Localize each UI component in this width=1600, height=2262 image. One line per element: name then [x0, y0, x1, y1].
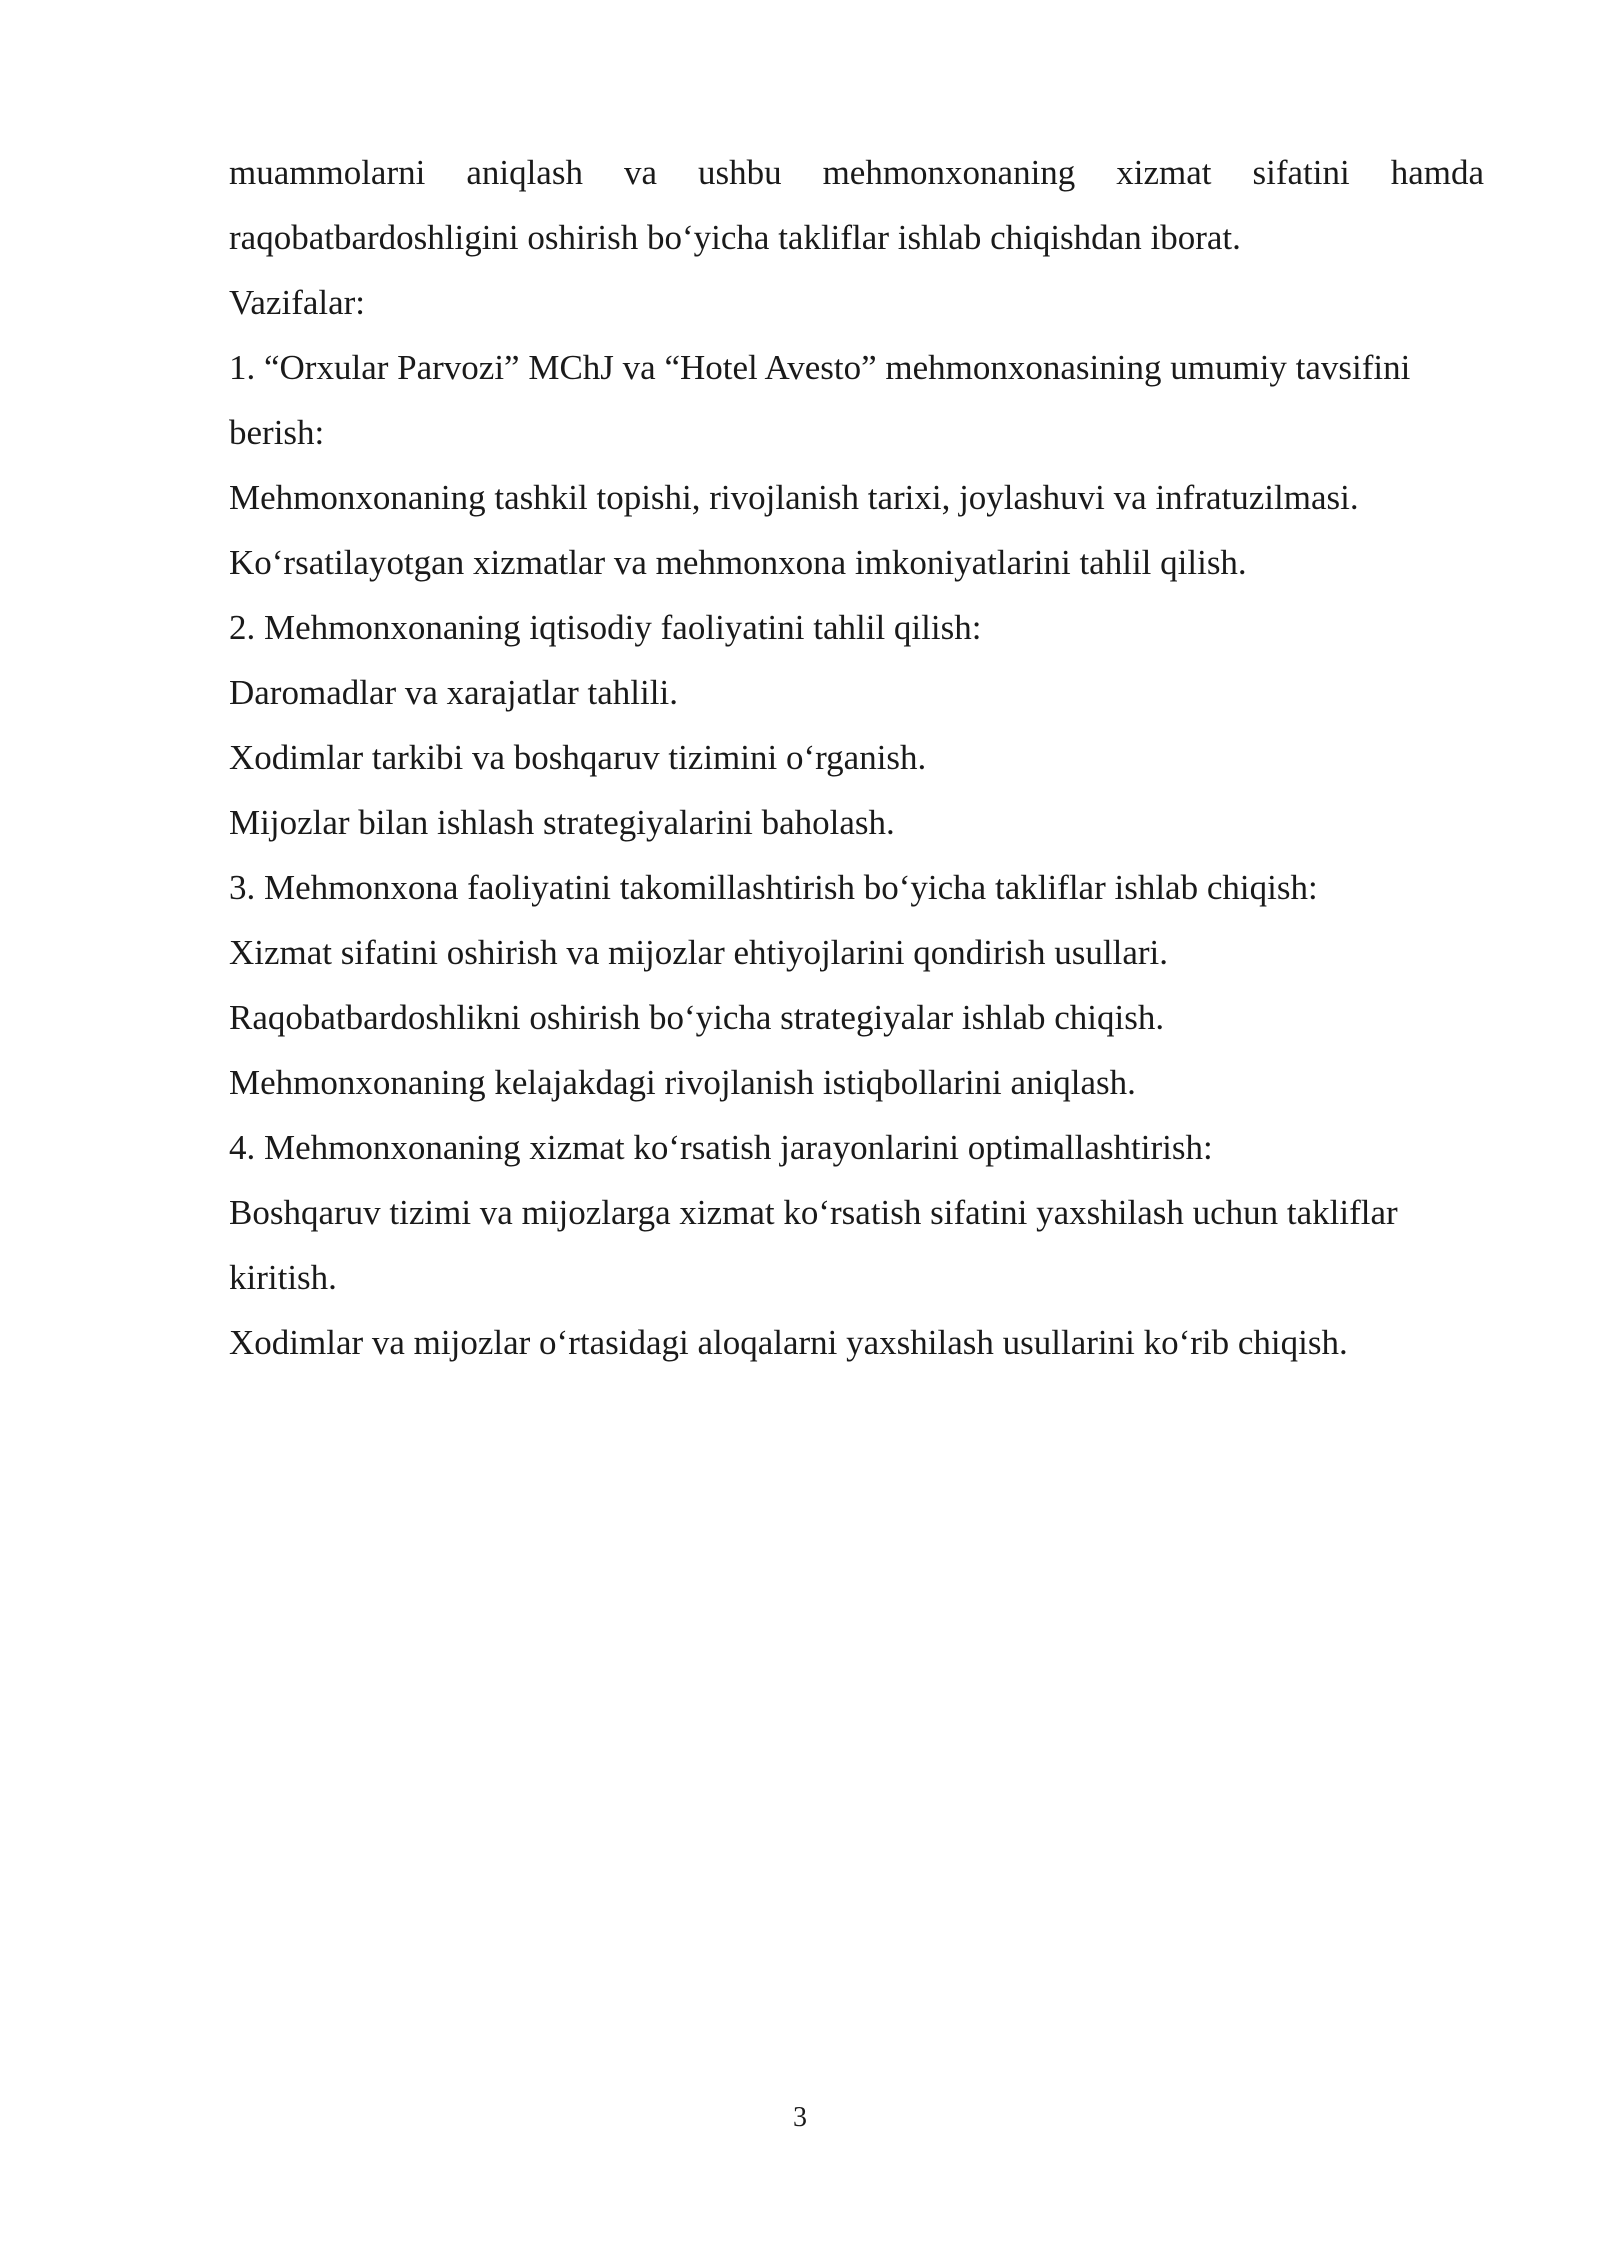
text-line: muammolarni aniqlash va ushbu mehmonxonaning xizmat sifatini hamda: [229, 153, 1484, 192]
task-item-3: 3. Mehmonxona faoliyatini takomillashtirish bo‘yicha takliflar ishlab chiqish:: [229, 868, 1318, 907]
text-line: Boshqaruv tizimi va mijozlarga xizmat ko‘rsatish sifatini yaxshilash uchun takliflar: [229, 1193, 1398, 1232]
body-text: [229, 140, 1484, 1375]
text-line: Xodimlar va mijozlar o‘rtasidagi aloqalarni yaxshilash usullarini ko‘rib chiqish.: [229, 1323, 1348, 1362]
text-line: Mehmonxonaning tashkil topishi, rivojlanish tarixi, joylashuvi va infratuzilmasi.: [229, 478, 1359, 517]
text-line: Daromadlar va xarajatlar tahlili.: [229, 673, 678, 712]
text-line: Ko‘rsatilayotgan xizmatlar va mehmonxona imkoniyatlarini tahlil qilish.: [229, 543, 1247, 582]
task-item-2: 2. Mehmonxonaning iqtisodiy faoliyatini tahlil qilish:: [229, 608, 982, 647]
text-line: Mehmonxonaning kelajakdagi rivojlanish istiqbollarini aniqlash.: [229, 1063, 1136, 1102]
task-item-1: 1. “Orxular Parvozi” MChJ va “Hotel Avesto” mehmonxonasining umumiy tavsifini: [229, 348, 1411, 387]
text-line: berish:: [229, 413, 325, 452]
section-heading-vazifalar: Vazifalar:: [229, 283, 366, 322]
text-line: Raqobatbardoshlikni oshirish bo‘yicha strategiyalar ishlab chiqish.: [229, 998, 1165, 1037]
text-line: Xodimlar tarkibi va boshqaruv tizimini o‘rganish.: [229, 738, 927, 777]
text-line: kiritish.: [229, 1258, 337, 1297]
task-item-4: 4. Mehmonxonaning xizmat ko‘rsatish jarayonlarini optimallashtirish:: [229, 1128, 1213, 1167]
text-line: raqobatbardoshligini oshirish bo‘yicha takliflar ishlab chiqishdan iborat.: [229, 218, 1241, 257]
page-number: 3: [793, 2102, 807, 2133]
text-line: Xizmat sifatini oshirish va mijozlar ehtiyojlarini qondirish usullari.: [229, 933, 1169, 972]
text-line: Mijozlar bilan ishlash strategiyalarini baholash.: [229, 803, 895, 842]
